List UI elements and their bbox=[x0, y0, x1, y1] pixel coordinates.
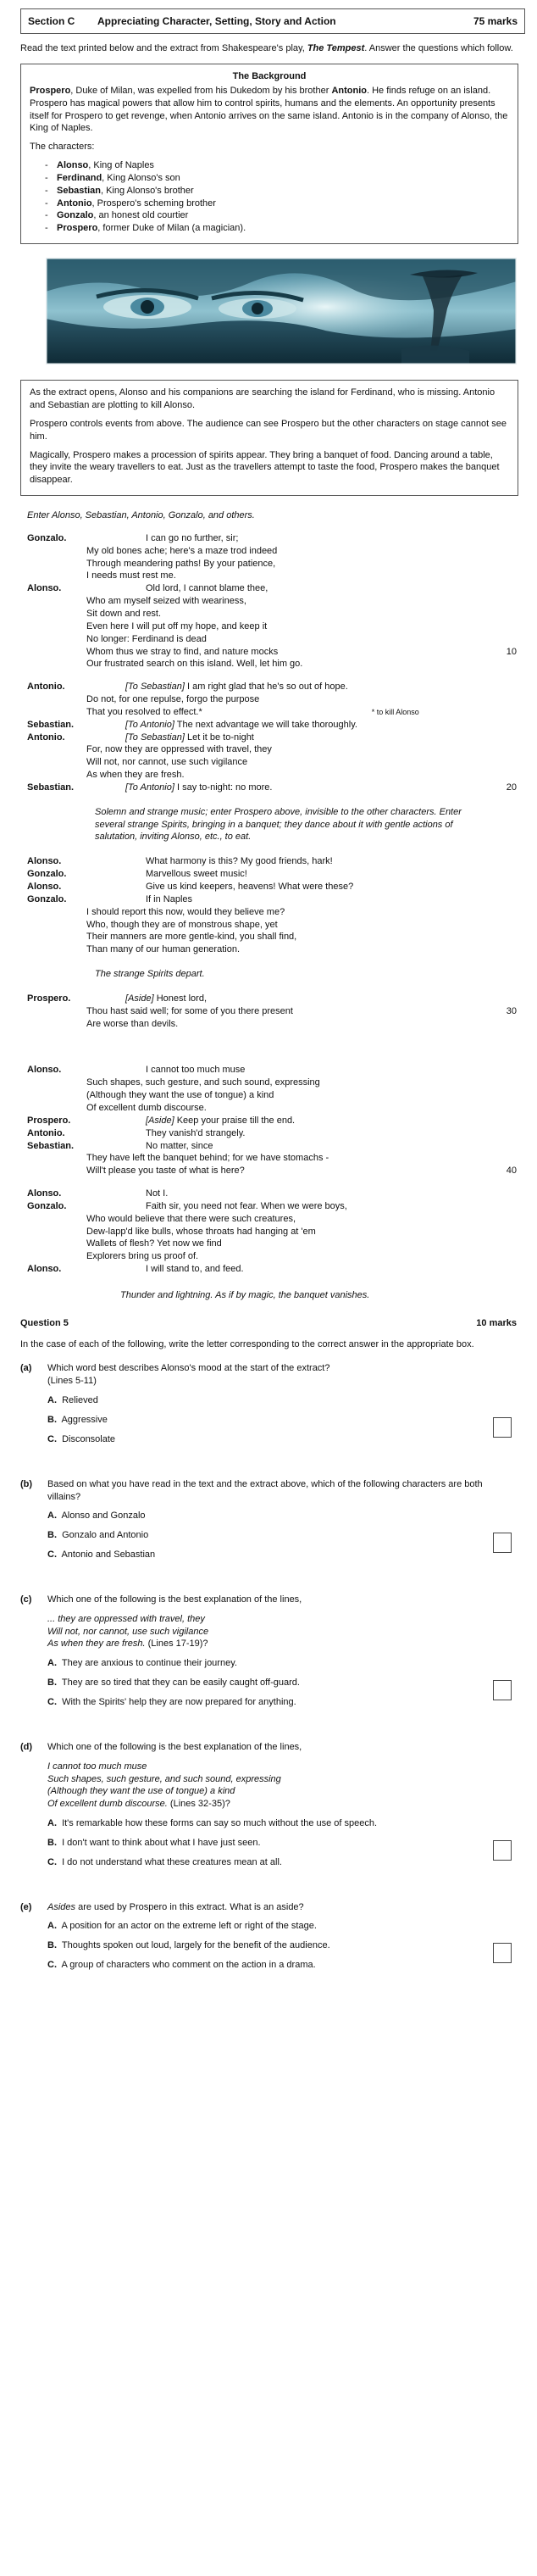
line-text bbox=[78, 993, 483, 1005]
item-number: (b) bbox=[20, 1478, 33, 1489]
script-line bbox=[27, 1102, 517, 1115]
line-text: Whom thus we stray to find, and nature mocks bbox=[86, 646, 279, 657]
line-text: Who am myself seized with weariness, bbox=[86, 596, 246, 607]
script-line bbox=[27, 1005, 517, 1018]
character-name: Alonso bbox=[57, 160, 89, 171]
context-paragraph-3: Magically, Prospero makes a procession of spirits appear. They bring a banquet of food. Dancing around a table, they invite the weary travellers to eat. Just as the travellers attempt to taste the food, Prospero makes the banquet disappear. bbox=[30, 449, 500, 486]
speaker: Gonzalo. bbox=[27, 532, 67, 543]
list-item bbox=[45, 159, 509, 172]
speaker: Antonio. bbox=[27, 1127, 65, 1138]
item-stem: Based on what you have read in the text and the extract above, which of the following characters are both villains? bbox=[47, 1478, 483, 1502]
intro-after: . Answer the questions which follow. bbox=[364, 43, 513, 54]
option-text: Gonzalo and Antonio bbox=[62, 1530, 149, 1541]
stage-direction: Solemn and strange music; enter Prospero above, invisible to the other characters. Enter several strange Spirits, bringing in a banquet; they dance about it with gentle actions of salutation, inviting Alonso, etc., to eat. bbox=[95, 806, 462, 843]
speaker: Alonso. bbox=[27, 583, 62, 594]
line-number: 30 bbox=[506, 1005, 517, 1016]
speaker: Sebastian. bbox=[27, 1140, 75, 1151]
line-text-part: Keep your praise till the end. bbox=[174, 1115, 296, 1126]
list-item bbox=[45, 222, 509, 235]
quote-line: As when they are fresh. bbox=[47, 1639, 146, 1650]
answer-box-a[interactable] bbox=[493, 1417, 512, 1438]
option-letter: C. bbox=[47, 1960, 57, 1971]
speaker: Prospero. bbox=[27, 993, 71, 1004]
line-number: 20 bbox=[506, 782, 517, 793]
bg-name-prospero: Prospero bbox=[30, 85, 71, 96]
script-line bbox=[27, 1238, 517, 1250]
script-line bbox=[27, 1263, 517, 1276]
quote-line: I cannot too much muse bbox=[47, 1761, 147, 1772]
answer-box-c[interactable] bbox=[493, 1680, 512, 1700]
line-text bbox=[78, 782, 483, 794]
option-c bbox=[47, 1959, 490, 1972]
script-line bbox=[27, 881, 517, 893]
stage-aside: [To Sebastian] bbox=[125, 732, 185, 743]
line-text: I cannot too much muse bbox=[146, 1065, 246, 1076]
script-line bbox=[27, 993, 517, 1005]
stage-direction: Thunder and lightning. As if by magic, the banquet vanishes. bbox=[120, 1289, 370, 1300]
question-item-c bbox=[20, 1594, 525, 1716]
line-text: Our frustrated search on this island. Well, let him go. bbox=[86, 659, 303, 670]
script-line bbox=[27, 658, 517, 670]
line-text: They have left the banquet behind; for we have stomachs - bbox=[86, 1153, 329, 1164]
item-stem bbox=[47, 1901, 490, 1914]
script-line bbox=[27, 1127, 517, 1140]
line-text: Thou hast said well; for some of you there present bbox=[86, 1005, 293, 1016]
stem-italic: Asides bbox=[47, 1901, 76, 1912]
script-line bbox=[27, 1213, 517, 1226]
intro-before: Read the text printed below and the extract from Shakespeare's play, bbox=[20, 43, 307, 54]
stage-aside: [Aside] bbox=[125, 993, 154, 1004]
stem-text: are used by Prospero in this extract. What is an aside? bbox=[75, 1901, 304, 1912]
script-line bbox=[27, 633, 517, 646]
question-header bbox=[20, 1317, 517, 1330]
script-line bbox=[27, 693, 517, 706]
script-line bbox=[27, 931, 517, 943]
line-text-part: I am right glad that he's so out of hope. bbox=[184, 682, 348, 693]
bg-text-1: , Duke of Milan, was expelled from his Dukedom by his brother bbox=[70, 85, 332, 96]
option-text: It's remarkable how these forms can say so much without the use of speech. bbox=[62, 1818, 378, 1829]
line-text-part: I say to-night: no more. bbox=[174, 782, 273, 793]
option-a bbox=[47, 1657, 490, 1670]
line-text: Are worse than devils. bbox=[86, 1018, 179, 1029]
question-marks: 10 marks bbox=[476, 1317, 517, 1328]
section-header bbox=[20, 8, 525, 34]
question-title: Question 5 bbox=[20, 1317, 69, 1328]
bg-text-2: . He finds refuge on an island. Prospero has magical powers that allow him to control spirits, humans and the elements. An opportunity presents itself for Prospero to get revenge, when Antonio arrives on the same island. Antonio is in the company of Alonso, the King of Naples. bbox=[30, 85, 508, 134]
line-reference: (Lines 5-11) bbox=[47, 1376, 97, 1387]
option-c bbox=[47, 1696, 490, 1709]
option-text: Aggressive bbox=[61, 1415, 108, 1425]
script-line bbox=[27, 743, 517, 756]
speaker: Gonzalo. bbox=[27, 893, 67, 904]
character-desc: , former Duke of Milan (a magician). bbox=[97, 223, 246, 234]
option-letter: A. bbox=[47, 1395, 57, 1406]
line-text: Marvellous sweet music! bbox=[146, 869, 247, 880]
line-text: My old bones ache; here's a maze trod indeed bbox=[86, 545, 278, 556]
speaker: Sebastian. bbox=[27, 782, 75, 793]
character-name: Prospero bbox=[57, 223, 98, 234]
quote-line: Of excellent dumb discourse. bbox=[47, 1799, 168, 1810]
speaker: Sebastian. bbox=[27, 719, 75, 730]
option-letter: C. bbox=[47, 1696, 57, 1707]
line-text: Who, though they are of monstrous shape, yet bbox=[86, 919, 278, 930]
line-text: Old lord, I cannot blame thee, bbox=[146, 583, 268, 594]
line-text: No longer: Ferdinand is dead bbox=[86, 633, 207, 644]
script-line bbox=[27, 681, 517, 693]
script-line bbox=[27, 1115, 517, 1127]
line-text: Through meandering paths! By your patience, bbox=[86, 558, 276, 569]
option-text: I don't want to think about what I have just seen. bbox=[62, 1837, 261, 1848]
character-name: Gonzalo bbox=[57, 210, 94, 221]
script-line bbox=[27, 620, 517, 633]
line-text bbox=[78, 732, 483, 744]
option-text: Disconsolate bbox=[62, 1433, 116, 1444]
script-line bbox=[27, 732, 517, 744]
line-number: 40 bbox=[506, 1166, 517, 1177]
speaker: Prospero. bbox=[27, 1115, 71, 1126]
line-text-part: Honest lord, bbox=[153, 993, 208, 1004]
option-text: Relieved bbox=[62, 1395, 98, 1406]
option-letter: B. bbox=[47, 1415, 57, 1425]
script-line bbox=[27, 906, 517, 919]
line-text: For, now they are oppressed with travel, they bbox=[86, 744, 272, 755]
line-text: Sit down and rest. bbox=[86, 608, 162, 619]
character-name: Sebastian bbox=[57, 185, 101, 196]
item-number: (e) bbox=[20, 1901, 32, 1912]
line-text: I can go no further, sir; bbox=[146, 532, 239, 543]
line-reference: (Lines 32-35)? bbox=[167, 1799, 230, 1810]
line-text: Who would believe that there were such creatures, bbox=[86, 1213, 296, 1224]
line-text: Not I. bbox=[146, 1188, 169, 1199]
line-text: As when they are fresh. bbox=[86, 770, 185, 781]
line-text bbox=[78, 1115, 483, 1127]
answer-box-d[interactable] bbox=[493, 1840, 512, 1861]
script-line bbox=[27, 756, 517, 769]
script-line bbox=[27, 570, 517, 582]
option-c bbox=[47, 1856, 490, 1869]
stage-aside: [To Sebastian] bbox=[125, 682, 185, 693]
option-letter: A. bbox=[47, 1658, 57, 1669]
item-body bbox=[47, 1362, 490, 1452]
script-line bbox=[27, 893, 517, 906]
script-line bbox=[27, 1152, 517, 1165]
line-text-part: That you resolved to effect.* bbox=[86, 706, 202, 717]
list-item bbox=[45, 172, 509, 185]
script-line bbox=[27, 1188, 517, 1200]
line-text: Explorers bring us proof of. bbox=[86, 1251, 199, 1262]
answer-box-b[interactable] bbox=[493, 1533, 512, 1553]
character-desc: , King Alonso's brother bbox=[100, 185, 194, 196]
item-number: (d) bbox=[20, 1741, 33, 1752]
option-b bbox=[47, 1529, 490, 1542]
script-line bbox=[27, 719, 517, 732]
context-box bbox=[20, 380, 518, 496]
question-item-b bbox=[20, 1478, 525, 1568]
speaker: Alonso. bbox=[27, 1065, 62, 1076]
speaker: Antonio. bbox=[27, 682, 65, 693]
script-line bbox=[27, 1089, 517, 1102]
script-line bbox=[27, 1226, 517, 1238]
line-text: Such shapes, such gesture, and such sound, expressing bbox=[86, 1077, 320, 1088]
line-number: 10 bbox=[506, 646, 517, 657]
option-text: Antonio and Sebastian bbox=[61, 1549, 156, 1561]
question-item-a bbox=[20, 1362, 525, 1452]
bg-name-antonio: Antonio bbox=[331, 85, 367, 96]
item-number: (c) bbox=[20, 1594, 32, 1605]
footnote: * to kill Alonso bbox=[371, 707, 419, 716]
line-text bbox=[78, 706, 483, 719]
script-line bbox=[27, 532, 517, 545]
script-line bbox=[27, 545, 517, 558]
option-letter: B. bbox=[47, 1677, 57, 1689]
script-line bbox=[27, 855, 517, 868]
background-title: The Background bbox=[232, 71, 307, 82]
section-marks: 75 marks bbox=[473, 15, 518, 27]
speaker: Alonso. bbox=[27, 882, 62, 892]
quote-line: Will not, nor cannot, use such vigilance bbox=[47, 1626, 209, 1637]
option-letter: B. bbox=[47, 1837, 57, 1848]
line-text bbox=[78, 719, 483, 732]
option-c bbox=[47, 1433, 490, 1446]
item-number: (a) bbox=[20, 1363, 32, 1374]
character-list bbox=[30, 159, 509, 235]
option-letter: C. bbox=[47, 1549, 57, 1561]
script-line bbox=[27, 582, 517, 595]
quote-line: ... they are oppressed with travel, they bbox=[47, 1613, 205, 1624]
option-b bbox=[47, 1837, 490, 1850]
line-text-part: Let it be to-night bbox=[184, 732, 254, 743]
option-a bbox=[47, 1817, 490, 1830]
question-instructions: In the case of each of the following, write the letter corresponding to the correct answer in the appropriate box. bbox=[20, 1338, 474, 1349]
section-letter: Section C bbox=[28, 15, 75, 27]
script-line bbox=[27, 595, 517, 608]
option-c bbox=[47, 1549, 490, 1561]
option-b bbox=[47, 1677, 490, 1689]
quoted-lines bbox=[47, 1613, 490, 1651]
quote-line: (Although they want the use of tongue) a kind bbox=[47, 1786, 235, 1797]
script-line bbox=[27, 646, 517, 659]
line-text-part: The next advantage we will take thoroughly. bbox=[174, 719, 357, 730]
script-line bbox=[27, 919, 517, 932]
option-a bbox=[47, 1510, 490, 1522]
stage-aside: [To Antonio] bbox=[125, 719, 174, 730]
line-text: Than many of our human generation. bbox=[86, 944, 241, 955]
line-text: Their manners are more gentle-kind, you shall find, bbox=[86, 932, 297, 943]
line-text: If in Naples bbox=[146, 893, 193, 904]
character-desc: , an honest old courtier bbox=[93, 210, 189, 221]
item-body bbox=[47, 1901, 490, 1978]
question-item-e bbox=[20, 1901, 525, 1978]
speaker: Antonio. bbox=[27, 732, 65, 743]
character-desc: , King of Naples bbox=[88, 160, 154, 171]
option-a bbox=[47, 1920, 490, 1933]
script-line bbox=[27, 1018, 517, 1031]
background-paragraph bbox=[30, 85, 509, 135]
option-text: They are so tired that they can be easily caught off-guard. bbox=[61, 1677, 300, 1689]
quoted-lines bbox=[47, 1761, 490, 1811]
option-text: A position for an actor on the extreme left or right of the stage. bbox=[61, 1921, 317, 1932]
line-text: Do not, for one repulse, forgo the purpose bbox=[86, 694, 260, 705]
list-item bbox=[45, 198, 509, 210]
line-text: Will't please you taste of what is here? bbox=[86, 1166, 245, 1177]
line-text bbox=[78, 681, 483, 693]
option-letter: A. bbox=[47, 1818, 57, 1829]
line-text: I needs must rest me. bbox=[86, 570, 176, 581]
script-line bbox=[27, 868, 517, 881]
line-text: Wallets of flesh? Yet now we find bbox=[86, 1238, 222, 1249]
line-text: (Although they want the use of tongue) a kind bbox=[86, 1090, 274, 1101]
line-text: Faith sir, you need not fear. When we were boys, bbox=[146, 1200, 347, 1211]
script-line bbox=[27, 1064, 517, 1077]
script-line bbox=[27, 782, 517, 794]
line-text: Will not, nor cannot, use such vigilance bbox=[86, 757, 248, 768]
speaker: Gonzalo. bbox=[27, 869, 67, 880]
play-title: The Tempest bbox=[307, 43, 365, 54]
option-letter: B. bbox=[47, 1940, 57, 1951]
script-line bbox=[27, 1165, 517, 1177]
line-text: Dew-lapp'd like bulls, whose throats had hanging at 'em bbox=[86, 1226, 316, 1237]
line-text: Give us kind keepers, heavens! What were these? bbox=[146, 882, 354, 892]
item-body bbox=[47, 1741, 490, 1876]
section-title: Appreciating Character, Setting, Story and Action bbox=[97, 15, 336, 27]
list-item bbox=[45, 209, 509, 222]
script-line bbox=[27, 608, 517, 620]
line-text: I should report this now, would they believe me? bbox=[86, 906, 285, 917]
option-text: They are anxious to continue their journey. bbox=[61, 1658, 237, 1669]
option-text: I do not understand what these creatures mean at all. bbox=[62, 1856, 282, 1867]
context-paragraph-2: Prospero controls events from above. The audience can see Prospero but the other characters on stage cannot see him. bbox=[30, 418, 507, 442]
option-text: With the Spirits' help they are now prepared for anything. bbox=[62, 1696, 296, 1707]
line-text: What harmony is this? My good friends, hark! bbox=[146, 856, 333, 867]
script-line bbox=[27, 1200, 517, 1213]
speaker: Alonso. bbox=[27, 1188, 62, 1199]
stage-aside: [Aside] bbox=[146, 1115, 174, 1126]
intro-text bbox=[20, 42, 525, 55]
script-line bbox=[27, 706, 517, 719]
item-body bbox=[47, 1478, 490, 1568]
script-line bbox=[27, 1140, 517, 1153]
entrance-direction: Enter Alonso, Sebastian, Antonio, Gonzalo, and others. bbox=[27, 510, 255, 521]
quote-line: Such shapes, such gesture, and such sound, expressing bbox=[47, 1773, 281, 1784]
stage-aside: [To Antonio] bbox=[125, 782, 174, 793]
stage-direction: The strange Spirits depart. bbox=[95, 969, 205, 980]
character-name: Ferdinand bbox=[57, 172, 102, 183]
option-letter: B. bbox=[47, 1530, 57, 1541]
speaker: Alonso. bbox=[27, 1264, 62, 1275]
answer-box-e[interactable] bbox=[493, 1943, 512, 1963]
tempest-illustration bbox=[46, 258, 517, 364]
item-body bbox=[47, 1594, 490, 1716]
item-stem: Which one of the following is the best explanation of the lines, bbox=[47, 1741, 302, 1752]
characters-label: The characters: bbox=[30, 142, 95, 153]
option-text: A group of characters who comment on the action in a drama. bbox=[61, 1960, 316, 1971]
item-stem: Which one of the following is the best explanation of the lines, bbox=[47, 1594, 302, 1605]
line-text: Of excellent dumb discourse. bbox=[86, 1102, 207, 1113]
context-paragraph-1: As the extract opens, Alonso and his companions are searching the island for Ferdinand, who is missing. Antonio and Sebastian are plotting to kill Alonso. bbox=[30, 387, 495, 410]
script-line bbox=[27, 1077, 517, 1089]
list-item bbox=[45, 185, 509, 198]
character-desc: , King Alonso's son bbox=[102, 172, 180, 183]
option-letter: A. bbox=[47, 1511, 57, 1522]
script-line bbox=[27, 558, 517, 570]
option-b bbox=[47, 1414, 490, 1427]
option-text: Thoughts spoken out loud, largely for the benefit of the audience. bbox=[61, 1940, 330, 1951]
option-a bbox=[47, 1394, 490, 1407]
stem-text: Which word best describes Alonso's mood at the start of the extract? bbox=[47, 1363, 330, 1374]
line-text: No matter, since bbox=[146, 1140, 213, 1151]
play-extract bbox=[20, 509, 525, 1302]
character-name: Antonio bbox=[57, 198, 92, 209]
line-text: I will stand to, and feed. bbox=[146, 1264, 244, 1275]
line-text: Even here I will put off my hope, and keep it bbox=[86, 620, 268, 631]
item-stem bbox=[47, 1362, 490, 1388]
question-item-d bbox=[20, 1741, 525, 1876]
line-reference: (Lines 17-19)? bbox=[145, 1639, 208, 1650]
option-letter: A. bbox=[47, 1921, 57, 1932]
storm-eyes-image bbox=[46, 258, 517, 364]
option-text: Alonso and Gonzalo bbox=[61, 1511, 146, 1522]
speaker: Gonzalo. bbox=[27, 1200, 67, 1211]
option-letter: C. bbox=[47, 1433, 57, 1444]
script-line bbox=[27, 943, 517, 956]
character-desc: , Prospero's scheming brother bbox=[91, 198, 216, 209]
background-box bbox=[20, 64, 518, 244]
script-line bbox=[27, 1250, 517, 1263]
script-line bbox=[27, 769, 517, 782]
option-letter: C. bbox=[47, 1856, 57, 1867]
line-text: They vanish'd strangely. bbox=[146, 1127, 246, 1138]
option-b bbox=[47, 1939, 490, 1952]
speaker: Alonso. bbox=[27, 856, 62, 867]
